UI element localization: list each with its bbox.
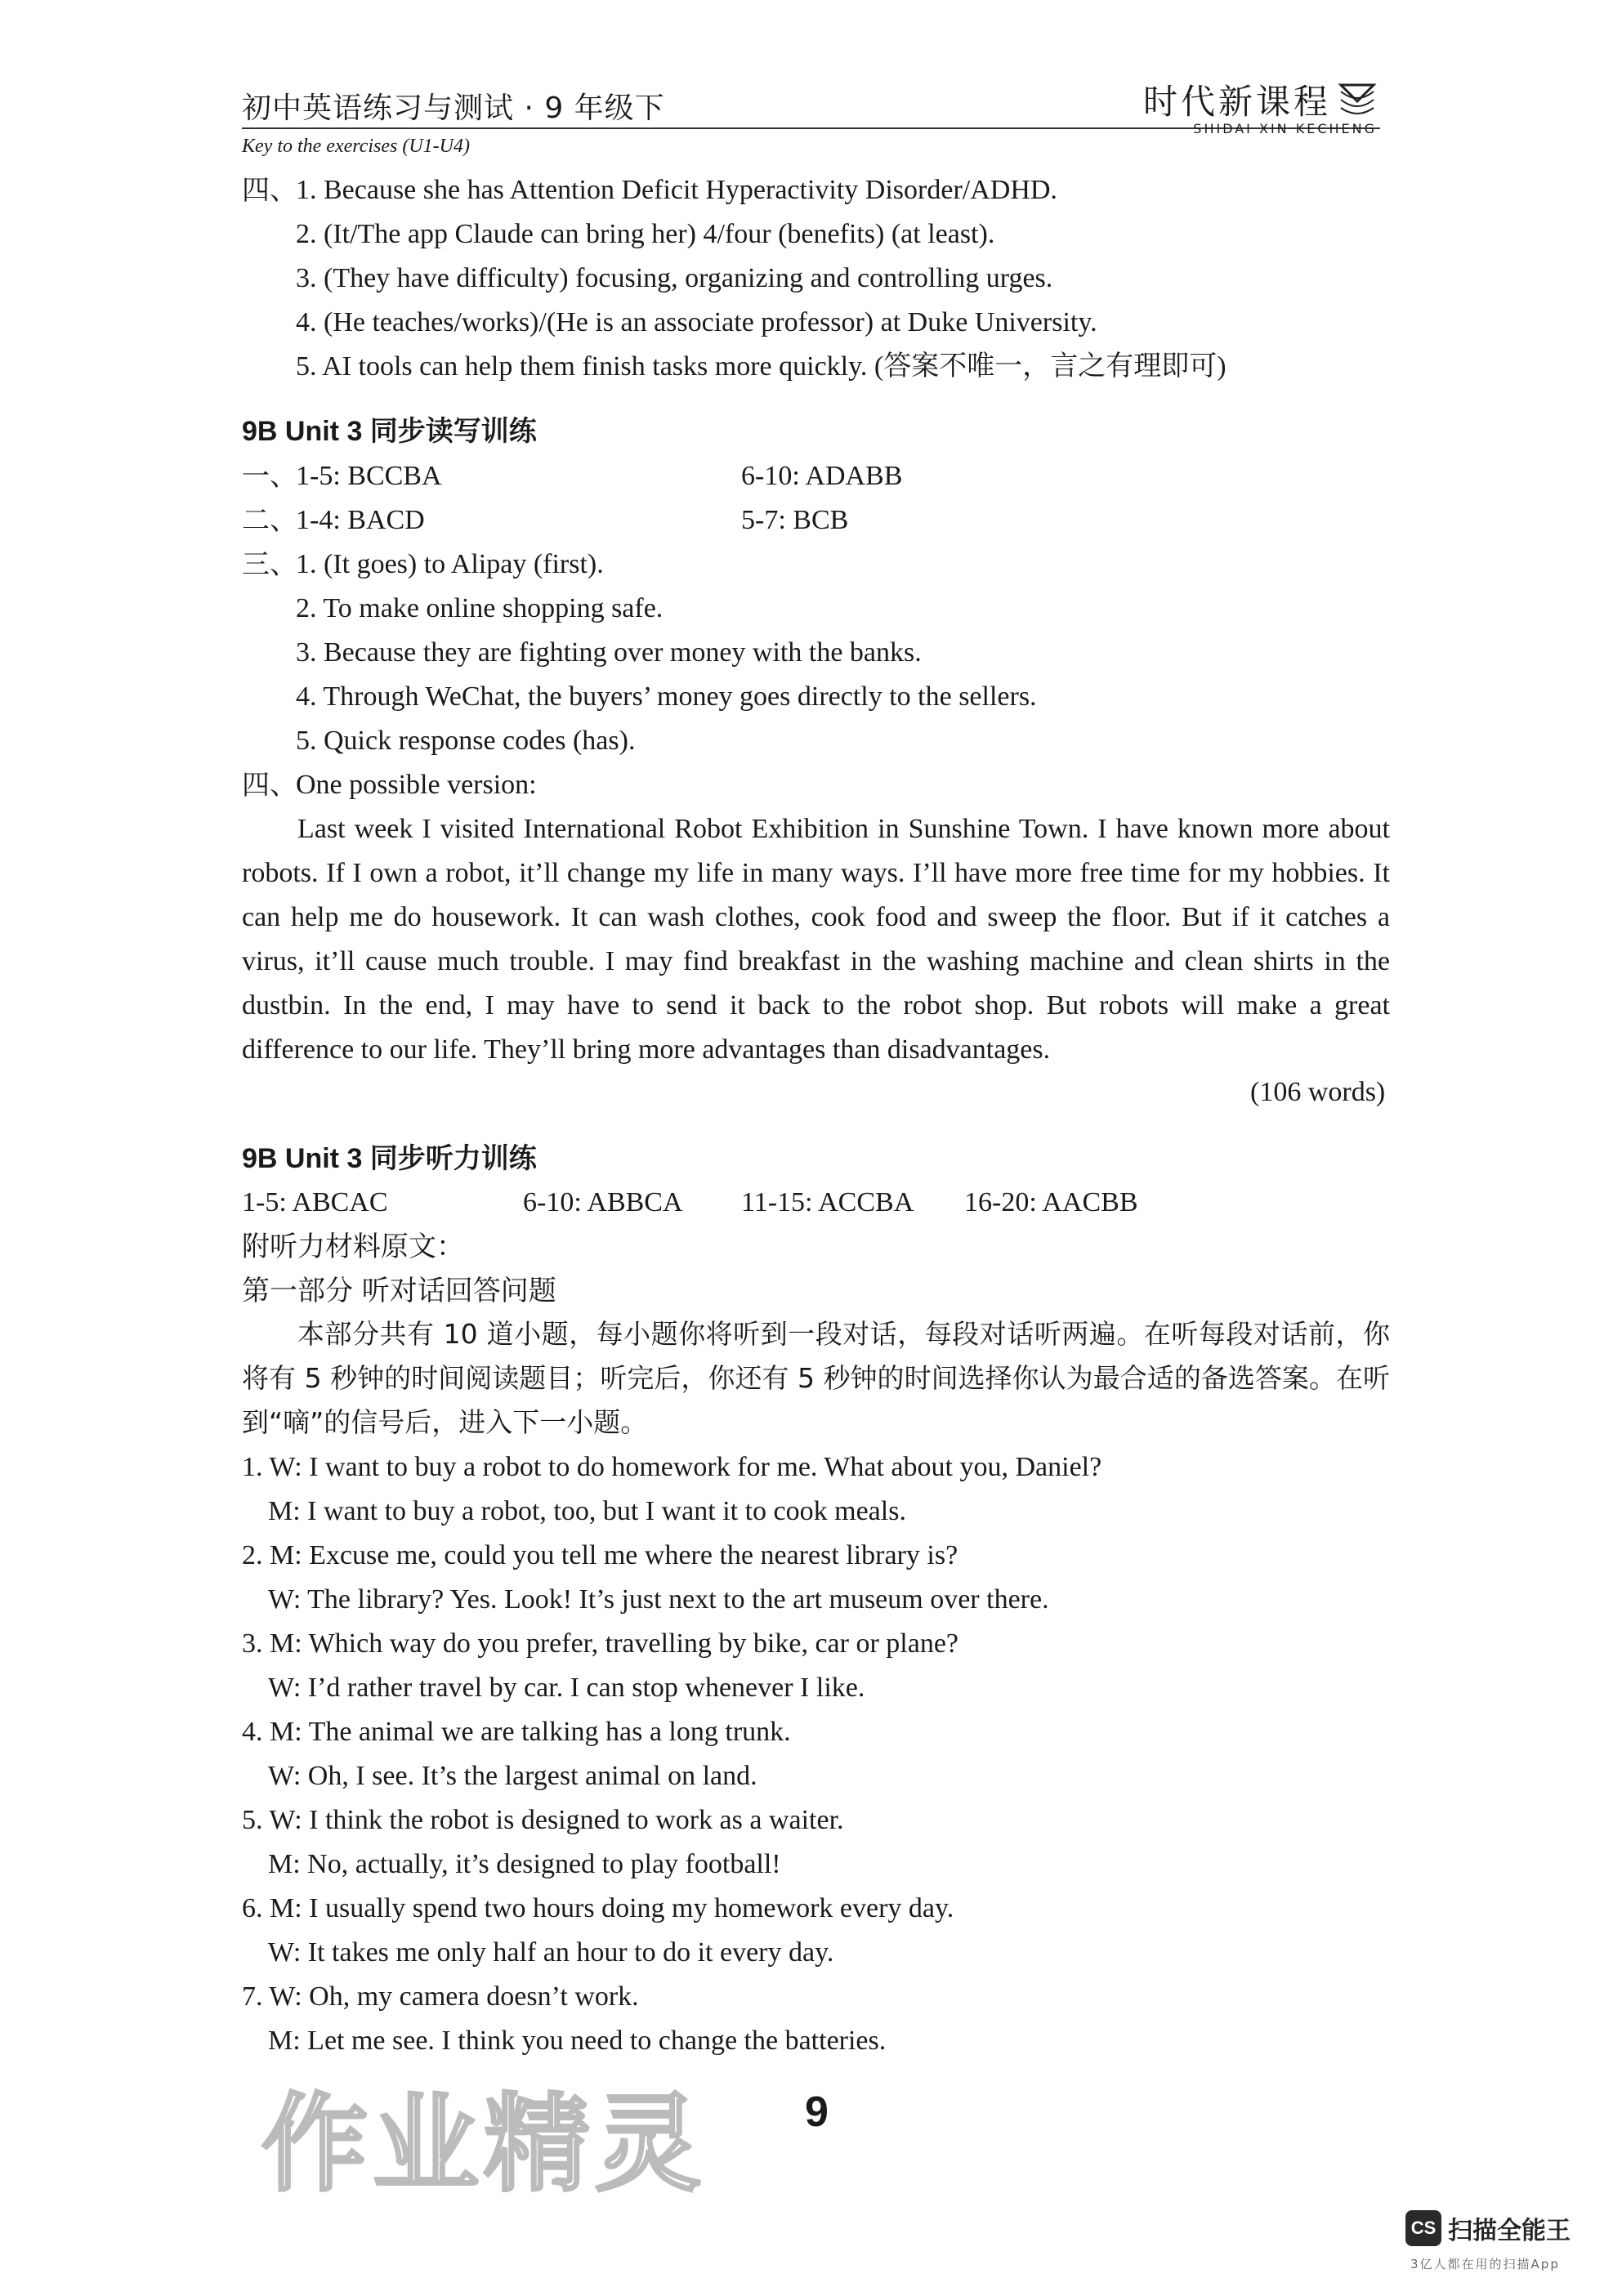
scanner-badge [1405, 2210, 1571, 2246]
dialogue-line: 7. W: Oh, my camera doesn’t work. [242, 1981, 639, 2012]
section-label-4b: 四、 [242, 769, 297, 802]
answer-key: 1-5: BCCBA [296, 461, 442, 491]
part1-heading: 第一部分 听对话回答问题 [242, 1275, 556, 1307]
answer-line: 3. Because they are fighting over money with the banks. [296, 637, 922, 668]
section-title-listening: 9B Unit 3 同步听力训练 [242, 1143, 537, 1174]
section-label-1: 一、 [242, 460, 297, 493]
dialogue-line: 2. M: Excuse me, could you tell me where the nearest library is? [242, 1540, 958, 1570]
answer-line: 5. Quick response codes (has). [296, 726, 636, 756]
section-label-2: 二、 [242, 504, 297, 537]
brand-pinyin: SHIDAI XIN KECHENG [1193, 121, 1377, 136]
answer-key: 6-10: ABBCA [523, 1187, 683, 1217]
dialogue-line: 1. W: I want to buy a robot to do homework for me. What about you, Daniel? [242, 1452, 1102, 1482]
scanner-tagline: 3亿人都在用的扫描App [1410, 2257, 1560, 2271]
brand-logo-icon [1338, 80, 1377, 119]
answer-line: 1. Because she has Attention Deficit Hyperactivity Disorder/ADHD. [296, 175, 1057, 205]
answer-line: 2. To make online shopping safe. [296, 593, 664, 623]
sample-essay: Last week I visited International Robot Exhibition in Sunshine Town. I have known more about robots. If I own a robot, it’ll change my life in many ways. I’ll have more free time for my hobbies. It can help me do housework. It can wash clothes, cook food and sweep the floor. But if it catches a virus, it’ll cause much trouble. I may find breakfast in the washing machine and clean shirts in the dustbin. In the end, I may have to send it back to the robot shop. But robots will make a great difference to our life. They’ll bring more advantages than disadvantages. [242, 814, 1390, 1065]
answer-line: 1. (It goes) to Alipay (first). [296, 549, 604, 579]
dialogue-line: 6. M: I usually spend two hours doing my homework every day. [242, 1893, 954, 1923]
script-heading: 附听力材料原文： [242, 1231, 464, 1263]
answer-line: 4. (He teaches/works)/(He is an associate professor) at Duke University. [296, 307, 1097, 337]
answer-key: 11-15: ACCBA [741, 1187, 914, 1217]
page-number: 9 [805, 2088, 829, 2136]
answer-line: 5. AI tools can help them finish tasks more quickly. (答案不唯一，言之有理即可) [296, 351, 1227, 382]
book-subtitle: Key to the exercises (U1-U4) [242, 136, 470, 157]
dialogue-line: W: I’d rather travel by car. I can stop whenever I like. [268, 1673, 865, 1703]
answer-line: 3. (They have difficulty) focusing, organizing and controlling urges. [296, 263, 1053, 293]
dialogue-line: 4. M: The animal we are talking has a long trunk. [242, 1717, 791, 1747]
dialogue-line: W: Oh, I see. It’s the largest animal on land. [268, 1761, 757, 1791]
dialogue-line: 5. W: I think the robot is designed to work as a waiter. [242, 1805, 844, 1835]
section-label-4: 四、 [242, 174, 297, 207]
section-title-reading-writing: 9B Unit 3 同步读写训练 [242, 416, 537, 447]
essay-intro: One possible version: [296, 770, 537, 800]
answer-line: 2. (It/The app Claude can bring her) 4/four (benefits) (at least). [296, 219, 995, 249]
dialogue-line: W: It takes me only half an hour to do it every day. [268, 1937, 834, 1968]
brand-chinese: 时代新课程 [1142, 82, 1331, 122]
camscanner-logo-icon: CS [1405, 2210, 1441, 2246]
book-title: 初中英语练习与测试 · 9 年级下 [242, 92, 665, 125]
publisher-brand [1143, 75, 1377, 136]
listening-instructions: 本部分共有 10 道小题，每小题你将听到一段对话，每段对话听两遍。在听每段对话前，你将有 5 秒钟的时间阅读题目；听完后，你还有 5 秒钟的时间选择你认为最合适的备选答案。在听到“嘀”的信号后，进入下一小题。 [242, 1318, 1390, 1438]
dialogue-line: W: The library? Yes. Look! It’s just next to the art museum over there. [268, 1584, 1049, 1615]
answer-line: 4. Through WeChat, the buyers’ money goes directly to the sellers. [296, 681, 1037, 712]
dialogue-line: 3. M: Which way do you prefer, travelling by bike, car or plane? [242, 1628, 958, 1659]
answer-key: 6-10: ADABB [741, 461, 903, 491]
word-count: (106 words) [1250, 1077, 1386, 1107]
answer-key: 5-7: BCB [741, 505, 849, 535]
section-label-3: 三、 [242, 548, 297, 581]
answer-key: 16-20: AACBB [964, 1187, 1138, 1217]
dialogue-line: M: I want to buy a robot, too, but I want it to cook meals. [268, 1496, 906, 1526]
dialogue-line: M: Let me see. I think you need to change the batteries. [268, 2026, 887, 2056]
scanner-app-name: 扫描全能王 [1448, 2217, 1571, 2245]
answer-key: 1-5: ABCAC [242, 1187, 388, 1217]
watermark: 作业精灵 [261, 2082, 707, 2206]
dialogue-line: M: No, actually, it’s designed to play football! [268, 1849, 781, 1879]
answer-key: 1-4: BACD [296, 505, 425, 535]
